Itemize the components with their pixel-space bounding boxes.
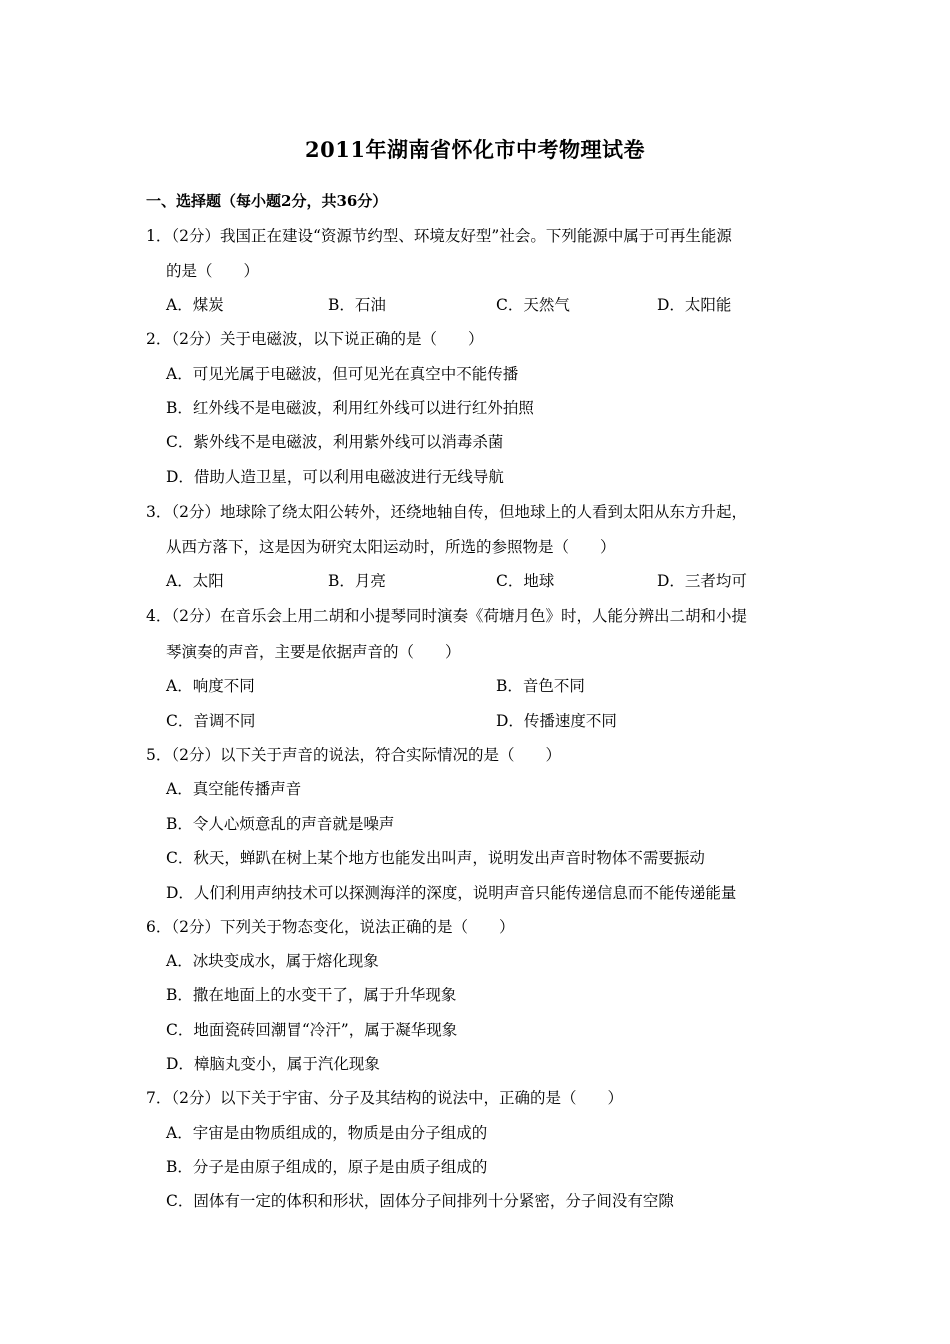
question-6-option-d: D．樟脑丸变小，属于汽化现象 [166,1055,380,1073]
question-4-line-1: 4．（2分）在音乐会上用二胡和小提琴同时演奏《荷塘月色》时，人能分辨出二胡和小提 [146,607,747,625]
question-3-line-2: 从西方落下，这是因为研究太阳运动时，所选的参照物是（ ） [166,538,616,556]
question-5-line-1: 5．（2分）以下关于声音的说法，符合实际情况的是（ ） [146,746,561,764]
question-7-option-a: A．宇宙是由物质组成的，物质是由分子组成的 [166,1124,488,1142]
question-6-option-b: B．撒在地面上的水变干了，属于升华现象 [166,986,457,1004]
question-4-line-2: 琴演奏的声音，主要是依据声音的（ ） [166,643,461,661]
question-7-line-1: 7．（2分）以下关于宇宙、分子及其结构的说法中，正确的是（ ） [146,1089,623,1107]
question-3-option-a: A．太阳 [166,572,224,590]
question-3-option-c: C．地球 [496,572,555,590]
question-7-option-b: B．分子是由原子组成的，原子是由质子组成的 [166,1158,488,1176]
question-1-option-a: A．煤炭 [166,296,224,314]
question-3-option-b: B．月亮 [328,572,386,590]
question-5-option-b: B．令人心烦意乱的声音就是噪声 [166,815,395,833]
question-1-option-c: C．天然气 [496,296,570,314]
question-4-option-b: B．音色不同 [496,677,585,695]
question-3-line-1: 3．（2分）地球除了绕太阳公转外，还绕地轴自传，但地球上的人看到太阳从东方升起， [146,503,747,521]
question-2-option-a: A．可见光属于电磁波，但可见光在真空中不能传播 [166,365,519,383]
section-heading: 一、选择题（每小题2分，共36分） [146,192,388,210]
question-4-option-d: D．传播速度不同 [496,712,617,730]
page-title: 2011年湖南省怀化市中考物理试卷 [305,137,645,162]
question-5-option-c: C．秋天，蝉趴在树上某个地方也能发出叫声，说明发出声音时物体不需要振动 [166,849,705,867]
question-2-line-1: 2．（2分）关于电磁波，以下说正确的是（ ） [146,330,484,348]
question-7-option-c: C．固体有一定的体积和形状，固体分子间排列十分紧密，分子间没有空隙 [166,1192,674,1210]
question-1-line-1: 1．（2分）我国正在建设“资源节约型、环境友好型”社会。下列能源中属于可再生能源 [146,227,732,245]
question-2-option-d: D．借助人造卫星，可以利用电磁波进行无线导航 [166,468,504,486]
question-6-option-c: C．地面瓷砖回潮冒“冷汗”，属于凝华现象 [166,1021,458,1039]
question-2-option-b: B．红外线不是电磁波，利用红外线可以进行红外拍照 [166,399,534,417]
question-4-option-c: C．音调不同 [166,712,256,730]
question-1-option-b: B．石油 [328,296,386,314]
question-6-line-1: 6．（2分）下列关于物态变化，说法正确的是（ ） [146,918,515,936]
question-6-option-a: A．冰块变成水，属于熔化现象 [166,952,379,970]
question-1-line-2: 的是（ ） [166,262,260,280]
question-4-option-a: A．响度不同 [166,677,255,695]
question-5-option-d: D．人们利用声纳技术可以探测海洋的深度，说明声音只能传递信息而不能传递能量 [166,884,737,902]
question-2-option-c: C．紫外线不是电磁波，利用紫外线可以消毒杀菌 [166,433,504,451]
question-5-option-a: A．真空能传播声音 [166,780,302,798]
question-1-option-d: D．太阳能 [657,296,732,314]
question-3-option-d: D．三者均可 [657,572,747,590]
